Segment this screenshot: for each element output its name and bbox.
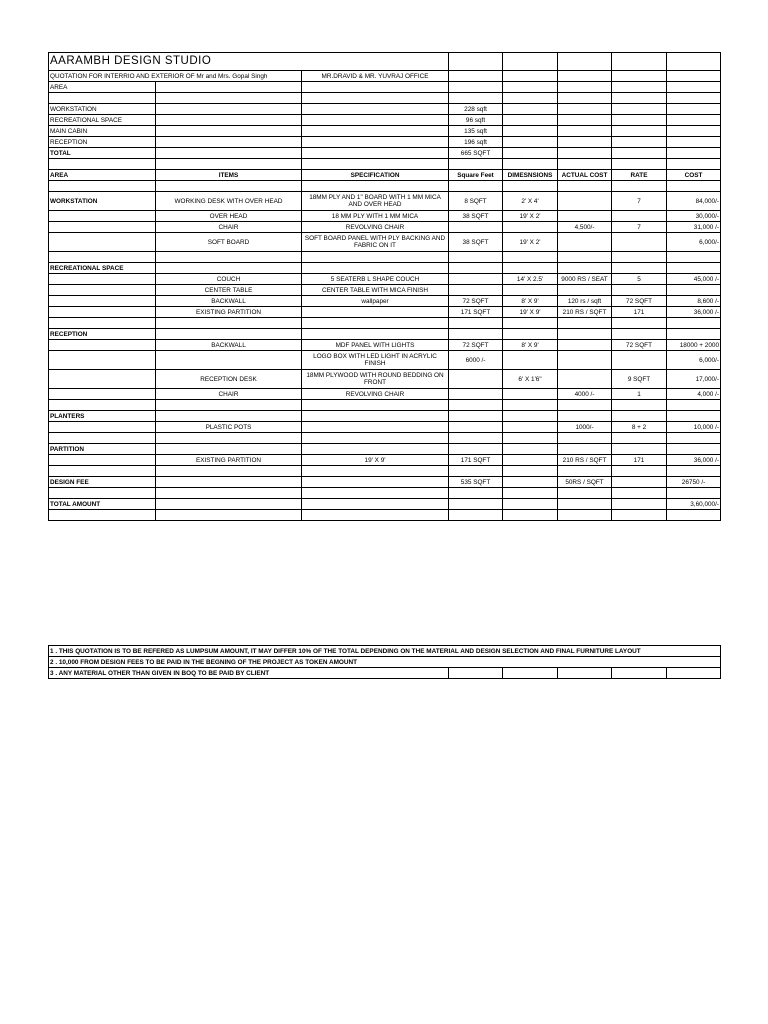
section-planters: PLANTERS (49, 411, 156, 422)
table-row: EXISTING PARTITION 19' X 9' 171 SQFT 210 RS / SQFT 171 36,000 /- (49, 455, 721, 466)
table-row: BACKWALL wallpaper 72 SQFT 8' X 9' 120 rs / sqft 72 SQFT 8,600 /- (49, 296, 721, 307)
summary-row: MAIN CABIN 135 sqft (49, 126, 721, 137)
summary-total-row: TOTAL 665 SQFT (49, 148, 721, 159)
table-row: COUCH 5 SEATERB L SHAPE COUCH 14' X 2.5' 9000 RS / SEAT 5 45,000 /- (49, 274, 721, 285)
total-amount-label: TOTAL AMOUNT (49, 499, 156, 510)
section-recreational: RECREATIONAL SPACE (49, 263, 156, 274)
total-row (49, 499, 721, 510)
table-row: LOGO BOX WITH LED LIGHT IN ACRYLIC FINISH 6000 /- 6,000/- (49, 351, 721, 370)
office-name: MR.DRAVID & MR. YUVRAJ OFFICE (302, 71, 449, 82)
note-row (49, 657, 721, 668)
quotation-subtitle: QUOTATION FOR INTERRIO AND EXTERIOR OF Mr and Mrs. Gopal Singh (49, 71, 302, 82)
table-row: DESIGN FEE 535 SQFT 50RS / SQFT 26750 /- (49, 477, 721, 488)
table-row: WORKSTATION WORKING DESK WITH OVER HEAD 18MM PLY AND 1" BOARD WITH 1 MM MICA AND OVER HEAD 8 SQFT 2' X 4' 7 84,000/- (49, 192, 721, 211)
table-row (49, 444, 721, 455)
section-partition: PARTITION (49, 444, 156, 455)
summary-row: RECEPTION 196 sqft (49, 137, 721, 148)
note-3: 3 . ANY MATERIAL OTHER THAN GIVEN IN BOQ TO BE PAID BY CLIENT (49, 668, 449, 679)
table-row: CHAIR REVOLVING CHAIR 4000 /- 1 4,000 /- (49, 389, 721, 400)
section-design-fee: DESIGN FEE (49, 477, 156, 488)
studio-title: AARAMBH DESIGN STUDIO (49, 53, 449, 71)
table-row: BACKWALL MDF PANEL WITH LIGHTS 72 SQFT 8' X 9' 72 SQFT 18000 + 2000 (49, 340, 721, 351)
col-cost: COST (667, 170, 721, 181)
col-rate: RATE (612, 170, 667, 181)
area-label-row (49, 82, 721, 93)
col-area: AREA (49, 170, 156, 181)
summary-row: RECREATIONAL SPACE 96 sqft (49, 115, 721, 126)
table-row: RECEPTION DESK 18MM PLYWOOD WITH ROUND BEDDING ON FRONT 6' X 1'6" 9 SQFT 17,000/- (49, 370, 721, 389)
table-row: EXISTING PARTITION 171 SQFT 19' X 9' 210 RS / SQFT 171 36,000 /- (49, 307, 721, 318)
note-2: 2 . 10,000 FROM DESIGN FEES TO BE PAID IN THE BEGNING OF THE PROJECT AS TOKEN AMOUNT (49, 657, 721, 668)
table-row: SOFT BOARD SOFT BOARD PANEL WITH PLY BACKING AND FABRIC ON IT 38 SQFT 19' X 2' 6,000/- (49, 233, 721, 252)
table-row: PLASTIC POTS 1000/- 8 + 2 10,000 /- (49, 422, 721, 433)
summary-row: WORKSTATION 228 sqft (49, 104, 721, 115)
table-row (49, 329, 721, 340)
table-row: CHAIR REVOLVING CHAIR 4,500/- 7 31,000 /- (49, 222, 721, 233)
note-row (49, 668, 721, 679)
table-row: OVER HEAD 18 MM PLY WITH 1 MM MICA 38 SQFT 19' X 2' 30,000/- (49, 211, 721, 222)
col-specification: SPECIFICATION (302, 170, 449, 181)
col-square-feet: Square Feet (449, 170, 503, 181)
note-row (49, 646, 721, 657)
quotation-table (48, 52, 721, 521)
section-workstation: WORKSTATION (49, 192, 156, 211)
table-row (49, 263, 721, 274)
area-label: AREA (49, 82, 156, 93)
col-actual-cost: ACTUAL COST (558, 170, 612, 181)
note-1: 1 . THIS QUOTATION IS TO BE REFERED AS LUMPSUM AMOUNT, IT MAY DIFFER 10% OF THE TOTAL DEPENDING ON THE MATERIAL AND DESIGN SELECTION AND FINAL FURNITURE LAYOUT (49, 646, 721, 657)
table-row: CENTER TABLE CENTER TABLE WITH MICA FINISH (49, 285, 721, 296)
table-row (49, 411, 721, 422)
subtitle-row (49, 71, 721, 82)
col-dimensions: DIMESNSIONS (503, 170, 558, 181)
section-reception: RECEPTION (49, 329, 156, 340)
col-items: ITEMS (156, 170, 302, 181)
title-row (49, 53, 721, 71)
column-header-row (49, 170, 721, 181)
notes-table (48, 645, 721, 679)
total-amount-value: 3,60,000/- (667, 499, 721, 510)
